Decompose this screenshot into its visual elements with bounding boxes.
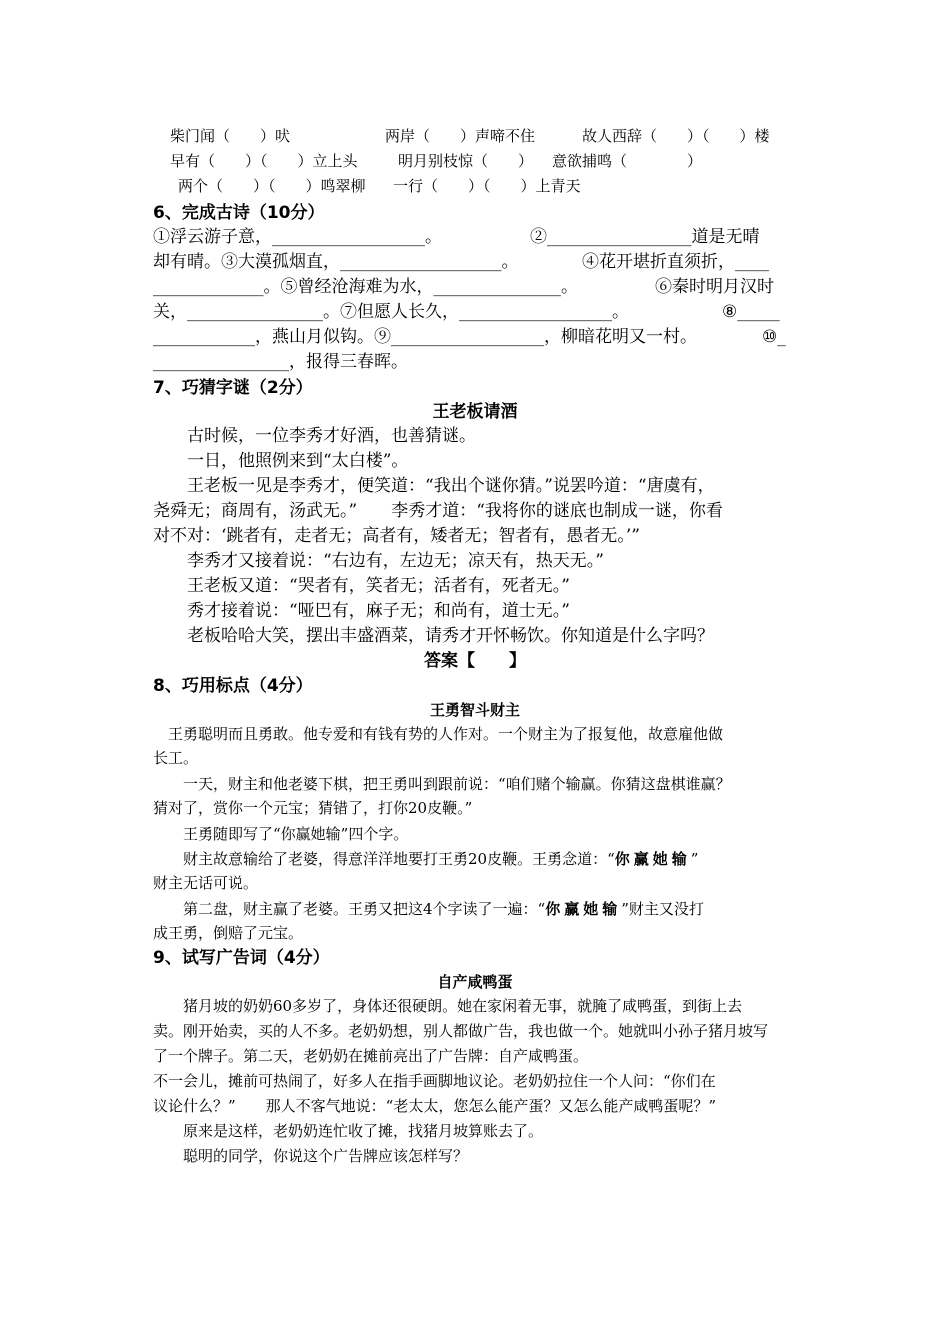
blank-item: 意欲捕鸣（ ） <box>552 152 703 170</box>
story-text: ” <box>690 850 699 868</box>
story-line: 财主无话可说。 <box>153 874 259 892</box>
story-line: 老板哈哈大笑，摆出丰盛酒菜，请秀才开怀畅饮。你知道是什么字吗？ <box>153 626 714 646</box>
story-line: 卖。刚开始卖，买的人不多。老奶奶想，别人都做广告，我也做一个。她就叫小孙子猪月坡写 <box>153 1022 769 1040</box>
story-line <box>153 852 698 867</box>
section-heading: 7、巧猜字谜（2分） <box>153 378 313 398</box>
story-line: 尧舜无；商周有，汤武无。” 李秀才道：“我将你的谜底也制成一谜，你看 <box>153 501 723 521</box>
story-line: 王老板又道：“哭者有，笑者无；活者有，死者无。” <box>153 576 570 596</box>
story-line: 议论什么？” 那人不客气地说：“老太太，您怎么能产蛋？又怎么能产咸鸭蛋呢？” <box>153 1097 717 1115</box>
story-line: 一日，他照例来到“太白楼”。 <box>153 451 409 471</box>
story-line <box>153 902 704 917</box>
story-line: 王老板一见是李秀才，便笑道：“我出个谜你猜。”说罢吟道：“唐虞有， <box>153 476 715 496</box>
blank-item: 故人西辞（ ）（ ）楼 <box>582 127 770 145</box>
poem-line: ④花开堪折直须折，____ <box>582 252 769 272</box>
blank-item: 早有（ ）（ ）立上头 <box>170 152 358 170</box>
poem-line: ⑥秦时明月汉时 <box>655 277 774 297</box>
story-title: 王老板请酒 <box>432 402 518 422</box>
story-line: 秀才接着说：“哑巴有，麻子无；和尚有，道士无。” <box>153 601 570 621</box>
story-line: 长工。 <box>153 749 199 767</box>
story-line: 古时候，一位李秀才好酒，也善猜谜。 <box>153 426 476 446</box>
poem-line: 关，________________。⑦但愿人长久，__________________。 <box>153 302 629 322</box>
story-line: 不一会儿，摊前可热闹了，好多人在指手画脚地议论。老奶奶拉住一个人问：“你们在 <box>153 1072 716 1090</box>
story-line: 了一个牌子。第二天，老奶奶在摊前亮出了广告牌：自产咸鸭蛋。 <box>153 1047 589 1065</box>
story-line: 李秀才又接着说：“右边有，左边无；凉天有，热天无。” <box>153 551 604 571</box>
blank-item: 柴门闻（ ）吠 <box>170 127 291 145</box>
poem-line: ⑧_____ <box>722 302 780 322</box>
section-heading: 9、试写广告词（4分） <box>153 948 330 968</box>
blank-item: 两个（ ）（ ）鸣翠柳 <box>178 177 366 195</box>
blank-item: 明月别枝惊（ ） <box>398 152 534 170</box>
section-heading: 6、完成古诗（10分） <box>153 203 325 223</box>
story-line: 聪明的同学，你说这个广告牌应该怎样写？ <box>153 1147 469 1165</box>
story-title: 王勇智斗财主 <box>429 701 520 719</box>
story-text: 财主故意输给了老婆，得意洋洋地要打王勇20皮鞭。王勇念道：“ <box>153 850 615 868</box>
story-title: 自产咸鸭蛋 <box>437 973 513 991</box>
story-line: 猜对了，赏你一个元宝；猜错了，打你20皮鞭。” <box>153 799 473 817</box>
poem-line: ①浮云游子意，__________________。 <box>153 227 442 247</box>
story-line: 一天，财主和他老婆下棋，把王勇叫到跟前说：“咱们赌个输赢。你猜这盘棋谁赢？ <box>153 775 731 793</box>
story-line: 对不对：‘跳者有，走者无；高者有，矮者无；智者有，愚者无。’” <box>153 526 640 546</box>
poem-line: 却有晴。③大漠孤烟直，___________________。 <box>153 252 519 272</box>
poem-line: ②_________________道是无晴 <box>530 227 760 247</box>
story-line: 猪月坡的奶奶60多岁了，身体还很硬朗。她在家闲着无事，就腌了咸鸭蛋，到街上去 <box>153 997 743 1015</box>
story-line: 成王勇，倒赔了元宝。 <box>153 924 304 942</box>
poem-line: _____________。⑤曾经沧海难为水，_______________。 <box>153 277 578 297</box>
punctuation-phrase: 你赢她输 <box>614 850 691 868</box>
blank-item: 一行（ ）（ ）上青天 <box>393 177 581 195</box>
story-line: 原来是这样，老奶奶连忙收了摊，找猪月坡算账去了。 <box>153 1122 544 1140</box>
story-line: 王勇聪明而且勇敢。他专爱和有钱有势的人作对。一个财主为了报复他，故意雇他做 <box>153 725 724 743</box>
story-text: ”财主又没打 <box>621 900 704 918</box>
answer-blank[interactable]: 答案【 】 <box>424 651 526 671</box>
punctuation-phrase: 你赢她输 <box>545 900 622 918</box>
story-line: 王勇随即写了“你赢她输”四个字。 <box>153 825 409 843</box>
story-text: 第二盘，财主赢了老婆。王勇又把这4个字读了一遍：“ <box>153 900 546 918</box>
section-heading: 8、巧用标点（4分） <box>153 676 313 696</box>
poem-line: ⑩_ <box>762 327 786 347</box>
blank-item: 两岸（ ）声啼不住 <box>385 127 536 145</box>
poem-line: ________________，报得三春晖。 <box>153 352 408 372</box>
poem-line: ____________，燕山月似钩。⑨__________________，柳暗花明又一村。 <box>153 327 697 347</box>
